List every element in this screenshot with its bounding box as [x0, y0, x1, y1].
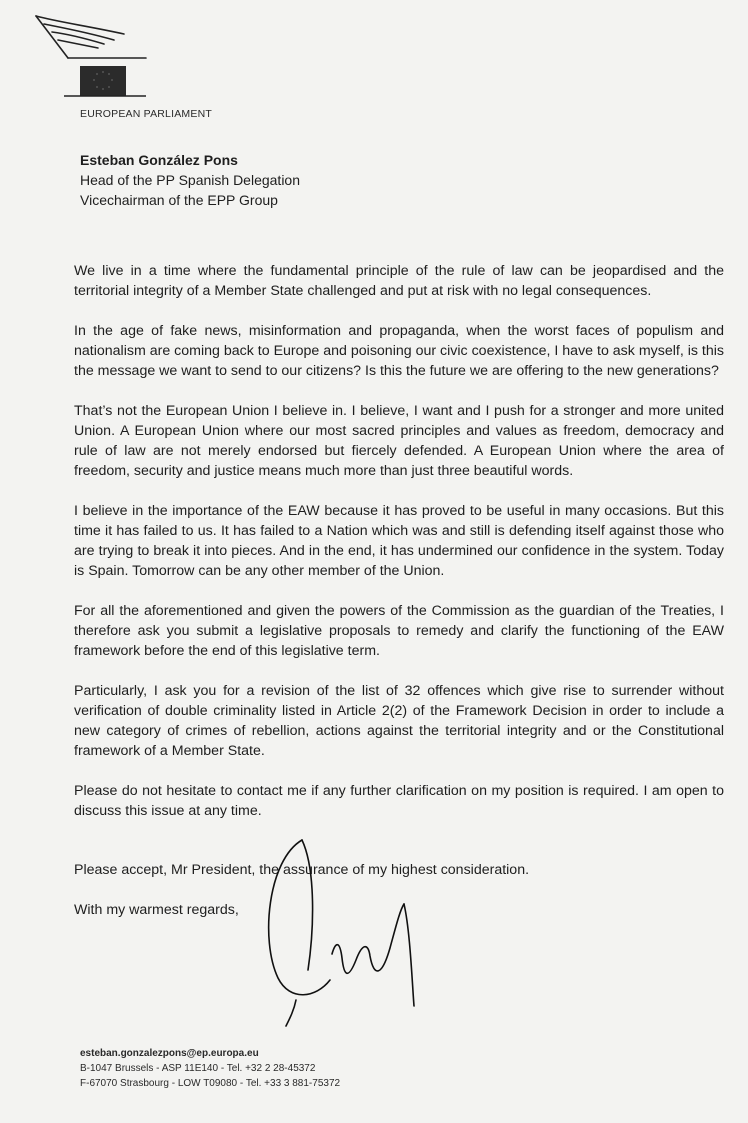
sender-block [80, 150, 300, 210]
closing-line: Please accept, Mr President, the assurance of my highest consideration. [74, 862, 530, 878]
body-paragraph: Particularly, I ask you for a revision of the list of 32 offences which give rise to surrender without verification of double criminality listed in Article 2(2) of the Framework Decision in order to include a new category of crimes of rebellion, actions against the territorial integrity and or the Constitutional framework of a Member State. [74, 683, 724, 759]
sender-role: Vicechairman of the EPP Group [80, 192, 278, 208]
address-brussels: B-1047 Brussels - ASP 11E140 - Tel. +32 2 28-45372 [80, 1063, 316, 1074]
european-parliament-logo [28, 12, 148, 102]
body-paragraph: We live in a time where the fundamental principle of the rule of law can be jeopardised and the territorial integrity of a Member State challenged and put at risk with no legal consequences. [74, 263, 724, 299]
body-paragraph: That’s not the European Union I believe in. I believe, I want and I push for a stronger and more united Union. A European Union where our most sacred principles and values as freedom, democracy and rule of law are not merely endorsed but fiercely defended. A European Union where the area of freedom, security and justice means much more than just three beautiful words. [74, 403, 724, 479]
contact-footer [80, 1046, 340, 1091]
sender-name: Esteban González Pons [80, 152, 238, 168]
body-paragraph: In the age of fake news, misinformation and propaganda, when the worst faces of populism and nationalism are coming back to Europe and poisoning our civic coexistence, I have to ask myself, is this the message we want to send to our citizens? Is this the future we are offering to the new generations? [74, 323, 724, 379]
contact-email: esteban.gonzalezpons@ep.europa.eu [80, 1048, 259, 1059]
body-paragraph: For all the aforementioned and given the powers of the Commission as the guardian of the Treaties, I therefore ask you submit a legislative proposals to remedy and clarify the functioning of the EAW framework before the end of this legislative term. [74, 603, 724, 659]
address-strasbourg: F-67070 Strasbourg - LOW T09080 - Tel. +33 3 881-75372 [80, 1078, 341, 1089]
closing-salutation: With my warmest regards, [74, 902, 239, 918]
eu-flag-icon [80, 66, 126, 96]
body-paragraph: Please do not hesitate to contact me if any further clarification on my position is required. I am open to discuss this issue at any time. [74, 783, 724, 819]
sender-role: Head of the PP Spanish Delegation [80, 172, 301, 188]
organization-name: EUROPEAN PARLIAMENT [80, 108, 212, 120]
handwritten-signature [250, 830, 450, 1030]
letter-body [74, 261, 724, 841]
body-paragraph: I believe in the importance of the EAW because it has proved to be useful in many occasions. But this time it has failed to us. It has failed to a Nation which was and still is defending itself against those who are trying to break it into pieces. And in the end, it has undermined our confidence in the system. Today is Spain. Tomorrow can be any other member of the Union. [74, 503, 724, 579]
